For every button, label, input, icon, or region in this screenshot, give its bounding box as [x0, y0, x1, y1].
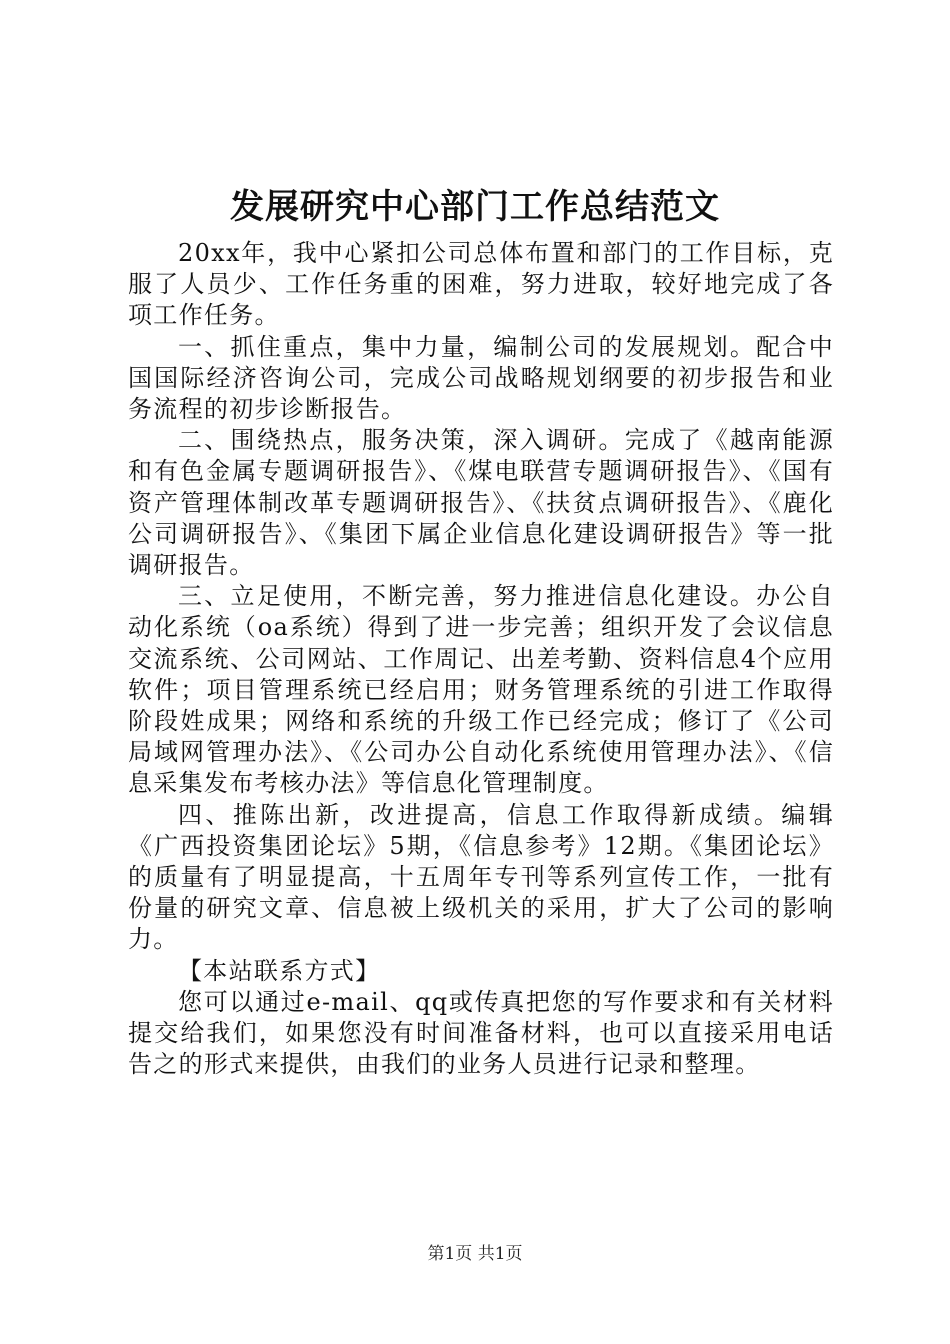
page-number-footer: 第1页 共1页	[427, 1244, 523, 1264]
section-four-paragraph: 四、推陈出新，改进提高，信息工作取得新成绩。编辑《广西投资集团论坛》5期，《信息参考》12期。《集团论坛》的质量有了明显提高，十五周年专刊等系列宣传工作，一批有份量的研究文章、信息被上级机关的采用，扩大了公司的影响力。	[128, 800, 834, 954]
contact-paragraph: 您可以通过e-mail、qq或传真把您的写作要求和有关材料提交给我们，如果您没有时间准备材料，也可以直接采用电话告之的形式来提供，由我们的业务人员进行记录和整理。	[128, 987, 834, 1079]
section-two-paragraph: 二、围绕热点，服务决策，深入调研。完成了《越南能源和有色金属专题调研报告》、《煤电联营专题调研报告》、《国有资产管理体制改革专题调研报告》、《扶贫点调研报告》、《鹿化公司调研报告》、《集团下属企业信息化建设调研报告》等一批调研报告。	[128, 426, 834, 580]
contact-heading: 【本站联系方式】	[178, 956, 381, 985]
section-three-paragraph: 三、立足使用，不断完善，努力推进信息化建设。办公自动化系统（oa系统）得到了进一步完善；组织开发了会议信息交流系统、公司网站、工作周记、出差考勤、资料信息4个应用软件；项目管理系统已经启用；财务管理系统的引进工作取得阶段姓成果；网络和系统的升级工作已经完成；修订了《公司局域网管理办法》、《公司办公自动化系统使用管理办法》、《信息采集发布考核办法》等信息化管理制度。	[128, 582, 834, 798]
document-body	[128, 238, 834, 1080]
section-one-paragraph: 一、抓住重点，集中力量，编制公司的发展规划。配合中国国际经济咨询公司，完成公司战略规划纲要的初步报告和业务流程的初步诊断报告。	[128, 332, 834, 424]
intro-paragraph: 20xx年，我中心紧扣公司总体布置和部门的工作目标，克服了人员少、工作任务重的困难，努力进取，较好地完成了各项工作任务。	[128, 239, 834, 330]
document-title: 发展研究中心部门工作总结范文	[230, 187, 720, 227]
